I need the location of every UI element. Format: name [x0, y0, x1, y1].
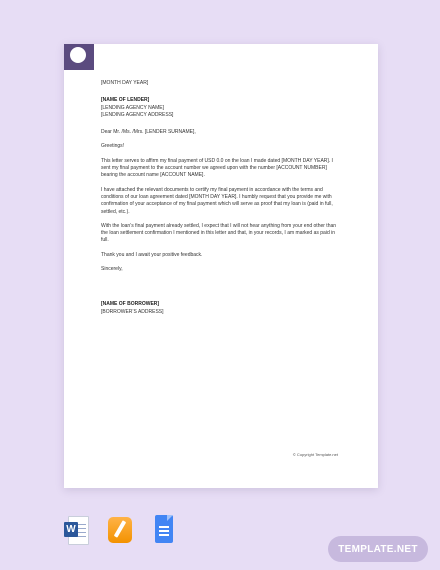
letter-date: [MONTH DAY YEAR] [101, 80, 149, 86]
letter-body [101, 80, 343, 316]
paragraph-3: With the loan’s final payment already settled, I expect that I will not hear anything from your end other than the loan settlement confirmation I mentioned in this letter and that, in your records, I am marked as paid in full. [101, 222, 337, 244]
letter-document [64, 44, 378, 488]
template-net-badge[interactable]: TEMPLATE.NET [328, 536, 428, 562]
google-docs-icon[interactable] [152, 515, 176, 545]
word-icon[interactable]: W [64, 515, 88, 545]
agency-name: [LENDING AGENCY NAME] [101, 104, 164, 111]
app-icons-row [64, 515, 176, 545]
paragraph-4: Thank you and I await your positive feedback. [101, 251, 203, 258]
closing: Sincerely, [101, 266, 123, 273]
corner-badge-icon [64, 44, 94, 70]
paragraph-1: This letter serves to affirm my final payment of USD 0.0 on the loan I made dated [MONTH DAY YEAR]. I sent my final payment to the account number we agreed upon with the number [ACCOUNT NUMBER] bearing the account name [ACCOUNT NAME]. [101, 157, 333, 179]
borrower-address: [BORROWER’S ADDRESS] [101, 308, 164, 315]
copyright-text: © Copyright Template.net [292, 452, 338, 457]
pages-icon[interactable] [108, 515, 132, 545]
lender-name: [NAME OF LENDER] [101, 97, 150, 104]
greeting: Greetings! [101, 143, 125, 150]
agency-address: [LENDING AGENCY ADDRESS] [101, 111, 174, 118]
borrower-name: [NAME OF BORROWER] [101, 301, 160, 308]
paragraph-2: I have attached the relevant documents to certify my final payment in accordance with the terms and conditions of our loan agreement dated [MONTH DAY YEAR]. I humbly request that you provide me with confirmation of your acceptance of my final payment which will serve as proof that my loan is (paid in full, settled, etc.). [101, 186, 333, 215]
salutation: Dear Mr. /Ms. /Mrs. [LENDER SURNAME], [101, 129, 196, 136]
